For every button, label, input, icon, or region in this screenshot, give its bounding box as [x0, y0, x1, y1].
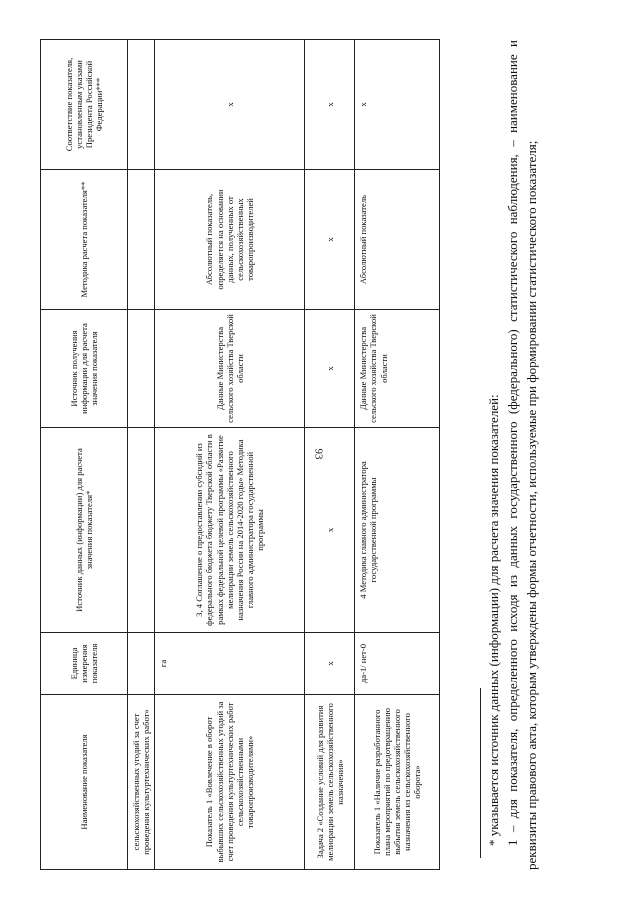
indicators-table: [40, 39, 440, 870]
footnote-line: 1 – для показателя, определенного исходя из данных государственного (федерального) статистического наблюдения, – наименование и реквизиты правового акта, которым утверждены формы отчетности, используемые при формировании статистического показателя;: [504, 40, 539, 870]
page-number: 93: [312, 448, 325, 460]
table-cell: х: [355, 40, 440, 170]
footnote-rule: [480, 688, 481, 858]
table-cell: х: [305, 310, 355, 428]
table-row: [355, 40, 440, 870]
header-cell: Источник данных (информации) для расчета значения показателя*: [41, 428, 128, 633]
table-cell: Задача 2 «Создание условий для развития мелиорации земель сельскохозяйственного назначения»: [305, 695, 355, 870]
table-cell: Абсолютный показатель: [355, 170, 440, 310]
header-cell: Единица измерения показателя: [41, 633, 128, 695]
table-cell: х: [305, 633, 355, 695]
footnotes: [480, 40, 542, 870]
table-cell: га: [155, 633, 305, 695]
table-cell: х: [305, 40, 355, 170]
table-cell: [128, 428, 155, 633]
table-cell: Данные Министерства сельского хозяйства Тверской области: [355, 310, 440, 428]
rotated-page-content: [40, 10, 640, 870]
header-cell: Источник получения информации для расчета значения показателя: [41, 310, 128, 428]
table-cell: х: [305, 428, 355, 633]
table-cell: Показатель 1 «Наличие разработанного плана мероприятий по предотвращению выбытия земель сельскохозяйственного назначения из сельскохозяйственного оборота»: [355, 695, 440, 870]
table-row: [155, 40, 305, 870]
table-cell: 3, 4 Соглашение о предоставлении субсидий из федерального бюджета бюджету Тверской области в рамках федеральной целевой программы «Развитие мелиорации земель сельскохозяйственного назначения России на 2014-2020 годы» Методика главного администратора государственной программы: [155, 428, 305, 633]
table-cell: Показатель 1 «Вовлечение в оборот выбывших сельскохозяйственных угодий за счет проведения культуртехнических работ сельскохозяйственными товаропроизводителями»: [155, 695, 305, 870]
table-cell: [128, 310, 155, 428]
table-row: [128, 40, 155, 870]
header-cell: Методика расчета показателя**: [41, 170, 128, 310]
table-cell: да-1/ нет-0: [355, 633, 440, 695]
footnote-line: * указывается источник данных (информации) для расчета значения показателей:: [486, 394, 501, 846]
header-cell: Наименование показателя: [41, 695, 128, 870]
table-row: [305, 40, 355, 870]
header-cell: Соответствие показателя, установленным указами Президента Российской Федерации***: [41, 40, 128, 170]
table-cell: х: [155, 40, 305, 170]
table-cell: Абсолютный показатель, определяется на основании данных, полученных от сельскохозяйственных товаропроизводителей: [155, 170, 305, 310]
table-cell: [128, 170, 155, 310]
table-cell: [128, 633, 155, 695]
table-cell: х: [305, 170, 355, 310]
table-header-row: [41, 40, 128, 870]
table-cell: сельскохозяйственных угодий за счет проведения культуртехнических работ»: [128, 695, 155, 870]
table-cell: [128, 40, 155, 170]
table-cell: 4 Методика главного администратора государственной программы: [355, 428, 440, 633]
table-cell: Данные Министерства сельского хозяйства Тверской области: [155, 310, 305, 428]
